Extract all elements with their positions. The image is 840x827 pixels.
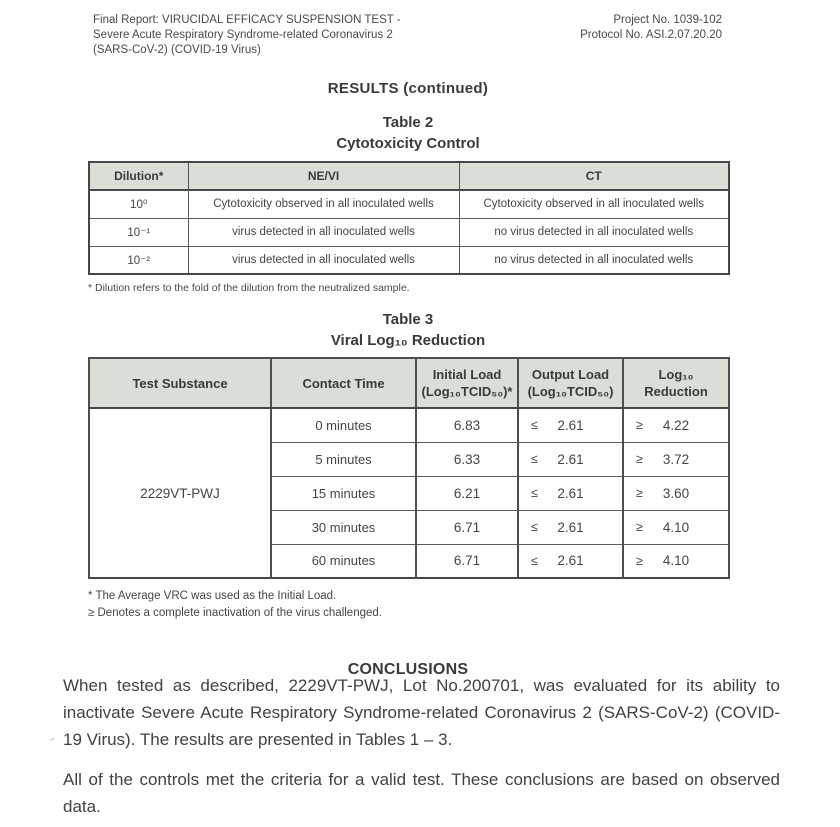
contact-time-cell: 60 minutes	[271, 544, 416, 578]
table3-footnote-line: * The Average VRC was used as the Initial Load.	[88, 590, 337, 602]
initial-load-cell: 6.33	[416, 442, 518, 476]
table2-subtitle: Cytotoxicity Control	[336, 135, 480, 152]
log-reduction-cell	[623, 510, 729, 544]
report-title-line: Final Report: VIRUCIDAL EFFICACY SUSPENSION TEST -	[93, 14, 401, 26]
initial-load-cell: 6.71	[416, 510, 518, 544]
conclusions-heading: CONCLUSIONS	[347, 661, 469, 678]
nevi-result: Cytotoxicity observed in all inoculated wells	[188, 190, 459, 218]
initial-load-cell: 6.21	[416, 476, 518, 510]
table3-footnote-line: ≥ Denotes a complete inactivation of the virus challenged.	[88, 607, 382, 619]
conclusions-paragraph: All of the controls met the criteria for a valid test. These conclusions are based on observed data.	[63, 770, 780, 816]
table3-col-substance: Test Substance	[89, 358, 271, 408]
output-load-value: 2.61	[557, 519, 584, 535]
table-row	[89, 246, 729, 274]
log-reduction-value: 3.72	[662, 451, 690, 467]
output-load-cell	[518, 476, 623, 510]
initial-load-units: (Log₁₀TCID₅₀)*	[421, 384, 513, 399]
output-load-value: 2.61	[557, 553, 584, 569]
protocol-number: Protocol No. ASI.2.07.20.20	[580, 29, 722, 41]
output-load-value: 2.61	[557, 451, 584, 467]
output-load-cell	[518, 442, 623, 476]
table3-col-output-load	[518, 358, 623, 408]
log-reduction-value: 4.10	[662, 519, 690, 535]
conclusions-body	[63, 672, 780, 820]
log-reduction-cell	[623, 544, 729, 578]
contact-time-cell: 5 minutes	[271, 442, 416, 476]
project-info-block	[580, 13, 760, 58]
output-load-cell	[518, 408, 623, 442]
report-title-line: (SARS-CoV-2) (COVID-19 Virus)	[93, 44, 261, 56]
log-reduction-cell	[623, 442, 729, 476]
initial-load-cell: 6.71	[416, 544, 518, 578]
dilution-value: 10⁻¹	[89, 218, 188, 246]
conclusions-paragraph: When tested as described, 2229VT-PWJ, Lot No.200701, was evaluated for its ability to inactivate Severe Acute Respiratory Syndrome-related Coronavirus 2 (SARS-CoV-2) (COVID-19 Virus). The results are presented in Tables 1 – 3.	[63, 676, 780, 749]
contact-time-cell: 0 minutes	[271, 408, 416, 442]
log-reduction-value: 4.10	[662, 553, 690, 569]
initial-load-label: Initial Load	[432, 367, 502, 382]
gte-symbol: ≥	[636, 418, 643, 433]
log-reduction-cell	[623, 476, 729, 510]
gte-symbol: ≥	[636, 520, 643, 534]
nevi-result: virus detected in all inoculated wells	[188, 246, 459, 274]
table3-col-contact-time: Contact Time	[271, 358, 416, 408]
ct-result: no virus detected in all inoculated wells	[459, 246, 729, 274]
viral-log-reduction-table	[88, 357, 730, 579]
table2-footnote: * Dilution refers to the fold of the dilution from the neutralized sample.	[88, 282, 410, 294]
output-load-label: Output Load	[531, 367, 610, 382]
gte-symbol: ≥	[636, 452, 643, 466]
document-header	[93, 13, 760, 58]
log-reduction-cell	[623, 408, 729, 442]
table3-subtitle: Viral Log₁₀ Reduction	[330, 332, 486, 349]
table3-footnotes	[88, 588, 728, 622]
ct-result: Cytotoxicity observed in all inoculated wells	[459, 190, 729, 218]
log-reduction-value: 4.22	[662, 417, 690, 433]
initial-load-cell: 6.83	[416, 408, 518, 442]
table-row	[89, 218, 729, 246]
table2-header-row	[89, 162, 729, 190]
table-row	[89, 408, 729, 442]
output-load-value: 2.61	[557, 417, 584, 433]
table-row	[89, 190, 729, 218]
project-number: Project No. 1039-102	[613, 14, 722, 26]
output-load-cell	[518, 544, 623, 578]
table3-col-reduction	[623, 358, 729, 408]
gte-symbol: ≥	[636, 553, 643, 568]
test-substance-cell: 2229VT-PWJ	[89, 408, 271, 578]
cytotoxicity-control-table	[88, 161, 730, 275]
report-title-line: Severe Acute Respiratory Syndrome-related Coronavirus 2	[93, 29, 393, 41]
lte-symbol: ≤	[531, 452, 538, 466]
dilution-value: 10⁻²	[89, 246, 188, 274]
reduction-label2: Reduction	[644, 384, 708, 399]
table3-header-row	[89, 358, 729, 408]
output-load-units: (Log₁₀TCID₅₀)	[527, 384, 614, 399]
lte-symbol: ≤	[531, 553, 538, 568]
table2-col-nevi: NE/VI	[188, 162, 459, 190]
nevi-result: virus detected in all inoculated wells	[188, 218, 459, 246]
output-load-cell	[518, 510, 623, 544]
contact-time-cell: 30 minutes	[271, 510, 416, 544]
ct-result: no virus detected in all inoculated wells	[459, 218, 729, 246]
output-load-value: 2.61	[557, 485, 584, 501]
report-title-block	[93, 13, 401, 58]
lte-symbol: ≤	[531, 520, 538, 534]
main-content	[88, 58, 728, 679]
scan-artifact	[48, 735, 54, 741]
contact-time-cell: 15 minutes	[271, 476, 416, 510]
lte-symbol: ≤	[531, 486, 538, 500]
reduction-label: Log₁₀	[658, 367, 694, 382]
gte-symbol: ≥	[636, 486, 643, 500]
dilution-value: 10⁰	[89, 190, 188, 218]
table2-title: Table 2	[382, 114, 434, 131]
table2-col-ct: CT	[459, 162, 729, 190]
table3-col-initial-load	[416, 358, 518, 408]
table2-col-dilution: Dilution*	[89, 162, 188, 190]
log-reduction-value: 3.60	[662, 485, 690, 501]
results-section-heading: RESULTS (continued)	[327, 80, 489, 97]
table3-title: Table 3	[382, 311, 434, 328]
lte-symbol: ≤	[531, 418, 538, 433]
